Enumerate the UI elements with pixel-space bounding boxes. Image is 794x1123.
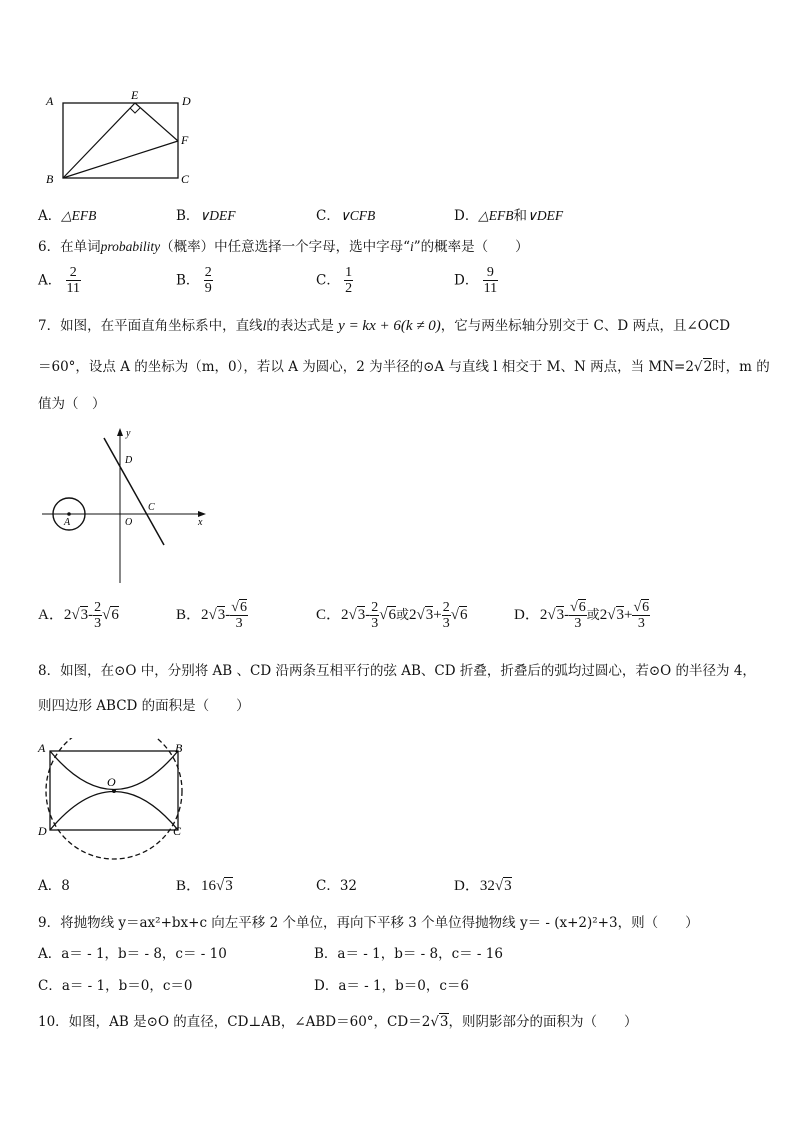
q6-option-d: D． $\frac{9}{11}$ [454, 265, 498, 296]
q5-option-b: B．∨DEF [176, 208, 236, 224]
point-label-D: D [125, 455, 133, 466]
q9-stem: 9．将抛物线 y＝ax²+bx+c 向左平移 2 个单位，再向下平移 3 个单位得抛物线 y＝ - (x+2)²+3，则（ ） [38, 915, 699, 931]
label-A: A [46, 94, 54, 108]
q7-line-1: 7．如图，在平面直角坐标系中，直线l的表达式是 y = kx + 6(k ≠ 0)，它与两坐标轴分别交于 C、D 两点，且∠OCD [38, 318, 731, 334]
point-label-C: C [148, 502, 155, 513]
q7-option-c: C．2√3- $\frac{2}{3}$ √6或2√3+ $\frac{2}{3}$ √6 [316, 600, 468, 631]
fig8-label-B: B [175, 741, 183, 755]
q8-option-c: C．32 [316, 878, 358, 894]
q8-option-b: B．16√3 [176, 878, 233, 894]
circle-fold-figure [34, 738, 199, 863]
label-D: D [182, 94, 191, 108]
q6-stem: 6．在单词probability（概率）中任意选择一个字母，选中字母“i”的概率是（ ） [38, 239, 529, 255]
fig8-label-O: O [107, 775, 116, 789]
q8-option-d: D．32√3 [454, 878, 512, 894]
q7-option-a: A．2√3- $\frac{2}{3}$ √6 [38, 600, 119, 631]
q8-line-1: 8．如图，在⊙O 中，分别将 AB 、CD 沿两条互相平行的弦 AB、CD 折叠，折叠后的弧均过圆心，若⊙O 的半径为 4， [38, 663, 756, 679]
q6-option-c: C． $\frac{1}{2}$ [316, 265, 353, 296]
q7-option-d: D．2√3- $\frac{√6}{3}$ 或2√3+ $\frac{√6}{3}$ [514, 600, 650, 631]
fig8-label-A: A [38, 741, 46, 755]
q10-stem: 10．如图，AB 是⊙O 的直径，CD⊥AB，∠ABD＝60°，CD＝2√3，则阴影部分的面积为（ ） [38, 1014, 638, 1030]
q5-option-a: A．△EFB [38, 208, 97, 224]
q9-option-d: D．a＝ - 1，b＝0，c＝6 [314, 978, 469, 994]
q8-option-a: A．8 [38, 878, 70, 894]
rectangle-figure [38, 88, 208, 188]
point-label-O: O [125, 517, 133, 528]
label-B: B [46, 172, 54, 186]
axis-label-y: y [126, 428, 131, 439]
q7-option-b: B．2√3- $\frac{√6}{3}$ [176, 600, 247, 631]
axis-label-x: x [198, 517, 203, 528]
q6-option-b: B． $\frac{2}{9}$ [176, 265, 212, 296]
q9-option-c: C．a＝ - 1，b＝0，c＝0 [38, 978, 193, 994]
q8-line-2: 则四边形 ABCD 的面积是（ ） [38, 698, 250, 714]
q7-line-2: ＝60°，设点 A 的坐标为（m，0），若以 A 为圆心，2 为半径的⊙A 与直线 l 相交于 M、N 两点，当 MN=2√2时，m 的 [38, 359, 770, 375]
q6-option-a: A． $\frac{2}{11}$ [38, 265, 81, 296]
q9-option-a: A．a＝ - 1，b＝ - 8，c＝ - 10 [38, 946, 227, 962]
q7-line-3: 值为（ ） [38, 396, 106, 412]
label-E: E [131, 88, 139, 102]
q5-option-c: C．∨CFB [316, 208, 376, 224]
label-C: C [181, 172, 190, 186]
fig8-label-C: C [173, 824, 182, 838]
label-F: F [181, 133, 189, 147]
point-label-A: A [64, 517, 71, 528]
q5-option-d: D．△EFB和∨DEF [454, 208, 564, 224]
coordinate-figure [38, 425, 218, 590]
q9-option-b: B．a＝ - 1，b＝ - 8，c＝ - 16 [314, 946, 503, 962]
fig8-label-D: D [38, 824, 47, 838]
